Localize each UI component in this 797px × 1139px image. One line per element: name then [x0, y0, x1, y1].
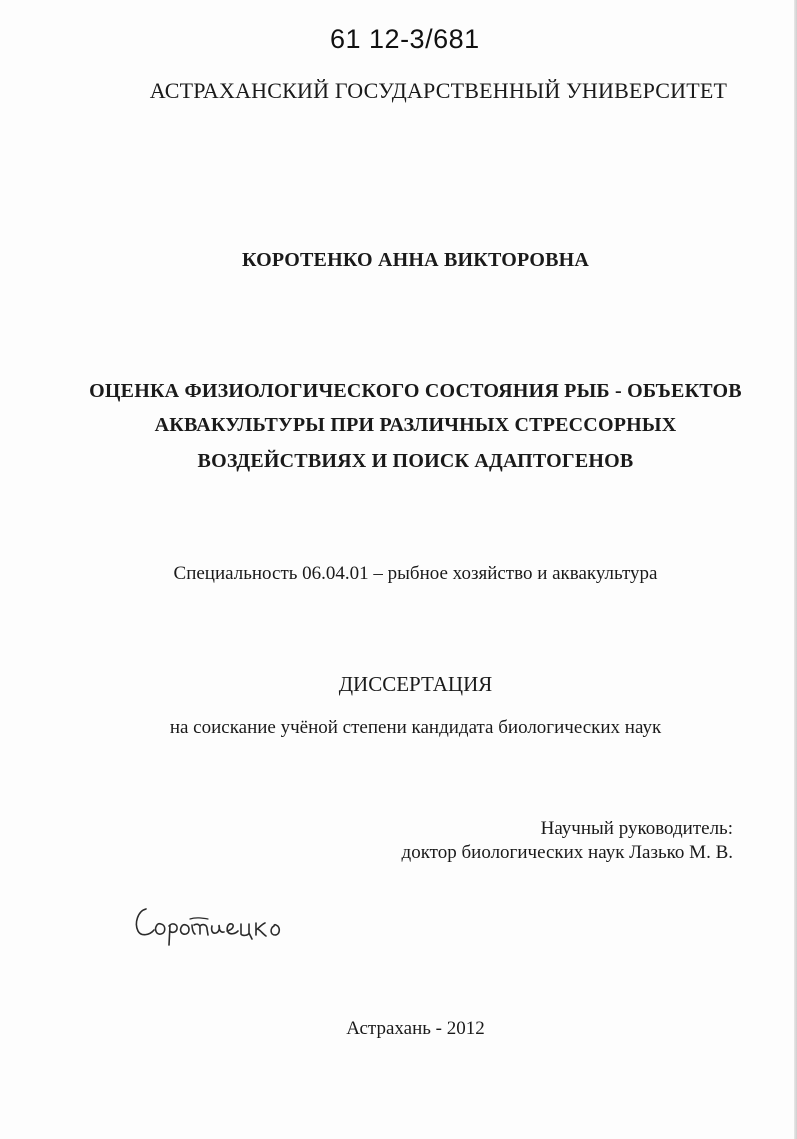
- thesis-title-line-3: ВОЗДЕЙСТВИЯХ И ПОИСК АДАПТОГЕНОВ: [197, 450, 634, 472]
- city-and-year: Астрахань - 2012: [346, 1018, 485, 1039]
- supervisor-role: Научный руководитель:: [540, 818, 733, 839]
- specialty-line: Специальность 06.04.01 – рыбное хозяйство и аквакультура: [173, 563, 658, 584]
- thesis-title-line-2: АКВАКУЛЬТУРЫ ПРИ РАЗЛИЧНЫХ СТРЕССОРНЫХ: [154, 414, 677, 436]
- university-name: АСТРАХАНСКИЙ ГОСУДАРСТВЕННЫЙ УНИВЕРСИТЕТ: [149, 78, 728, 103]
- thesis-title-line-1: ОЦЕНКА ФИЗИОЛОГИЧЕСКОГО СОСТОЯНИЯ РЫБ - ОБЪЕКТОВ: [89, 380, 742, 402]
- catalog-number: 61 12-3/681: [330, 24, 480, 54]
- document-type: ДИССЕРТАЦИЯ: [338, 672, 493, 696]
- degree-line: на соискание учёной степени кандидата биологических наук: [169, 717, 662, 738]
- author-name: КОРОТЕНКО АННА ВИКТОРОВНА: [241, 249, 590, 271]
- supervisor-name: доктор биологических наук Лазько М. В.: [401, 842, 733, 863]
- handwritten-signature: [128, 895, 298, 955]
